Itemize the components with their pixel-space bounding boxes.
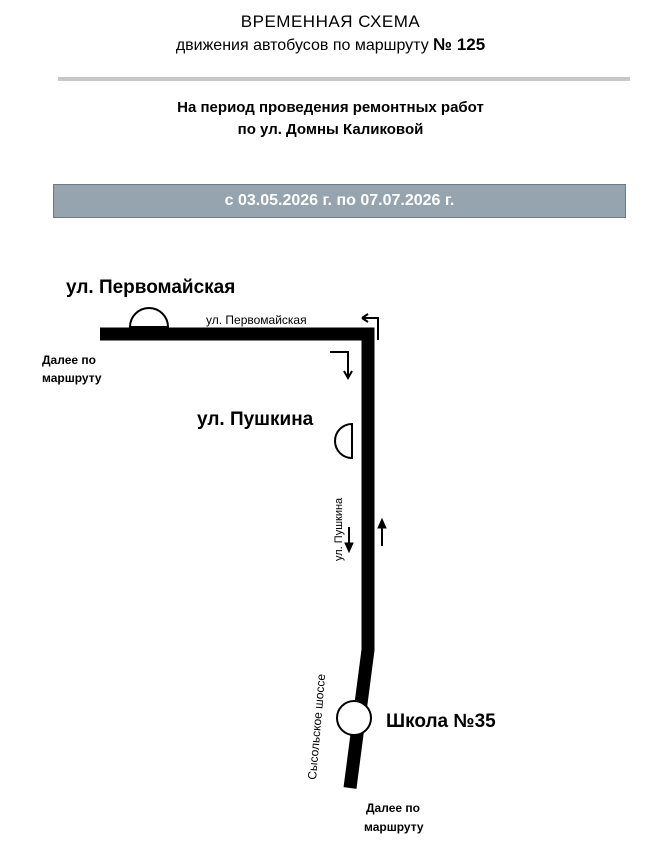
continue-west-line-2: маршруту [42,371,102,385]
route-number: № 125 [433,35,486,54]
direction-arrow-down-icon [345,527,353,552]
subtitle-line-2: по ул. Домны Каликовой [237,121,424,138]
route-line [100,334,368,788]
route-prefix: движения автобусов по маршруту [175,37,429,54]
subtitle-line-1: На период проведения ремонтных работ [177,99,484,116]
direction-arrow-up-icon [378,519,386,546]
stop-marker-pervomayskaya [130,308,168,327]
continue-west-line-1: Далее по [42,353,96,367]
continue-south-line-1: Далее по [366,801,420,815]
period-text: с 03.05.2026 г. по 07.07.2026 г. [224,192,455,209]
street-label-shosse: Сысольское шоссе [305,673,329,781]
stop-label-school: Школа №35 [386,711,496,732]
stop-label-pervomayskaya: ул. Первомайская [66,277,236,298]
street-label-pervomayskaya: ул. Первомайская [206,313,307,327]
street-label-pushkina: ул. Пушкина [333,497,345,561]
stop-marker-school [337,701,371,735]
stop-marker-pushkina [335,424,352,458]
turn-arrow-down-icon [330,352,352,378]
continue-south-line-2: маршруту [364,820,424,834]
scheme-title: ВРЕМЕННАЯ СХЕМА [240,12,421,31]
stop-label-pushkina: ул. Пушкина [197,409,314,430]
